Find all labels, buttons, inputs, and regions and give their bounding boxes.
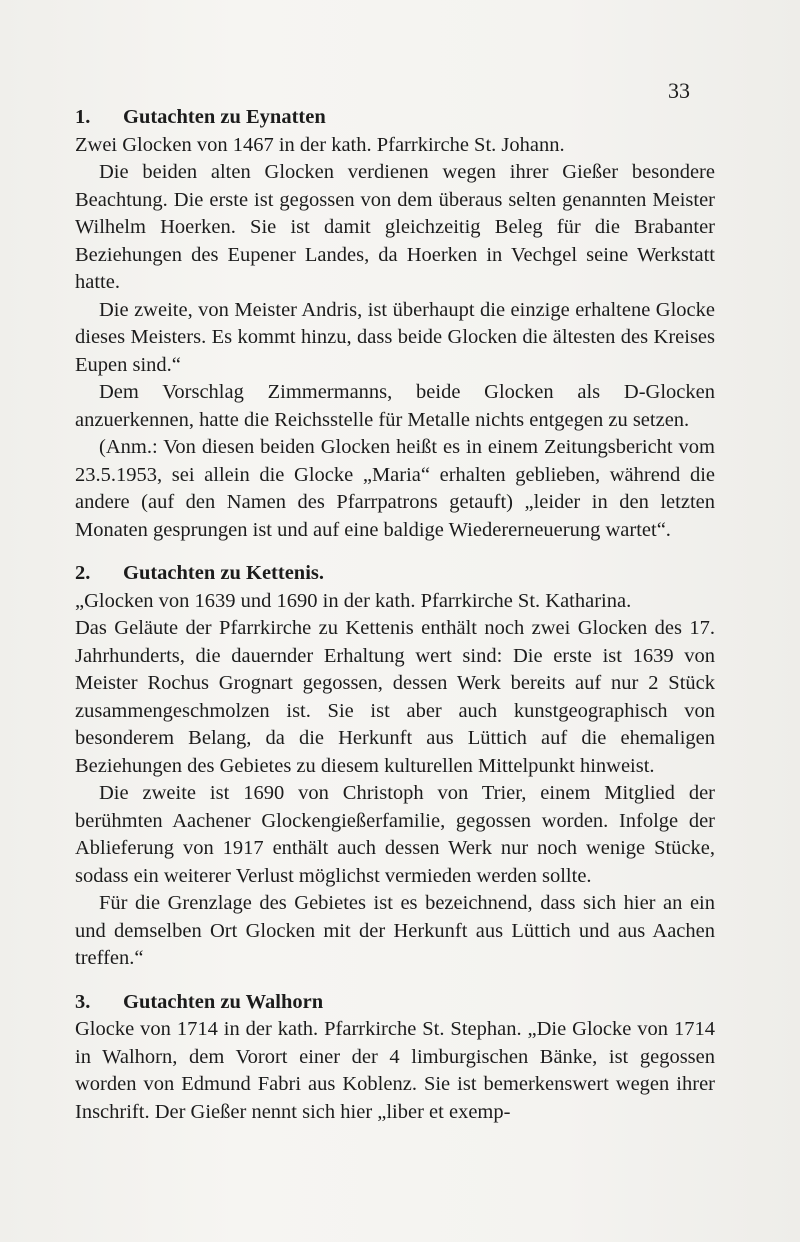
section-title: Gutachten zu Kettenis. [123,562,324,584]
paragraph: Die zweite ist 1690 von Christoph von Trier, einem Mitglied der berühmten Aachener Glockengießerfamilie, gegossen worden. Infolge der Ablieferung von 1917 enthält auch dessen Werk nur noch wenige Stücke, sodass ein weiterer Verlust möglichst vermieden werden sollte. [75,782,715,887]
paragraph: (Anm.: Von diesen beiden Glocken heißt es in einem Zeitungsbericht vom 23.5.1953, sei allein die Glocke „Maria“ erhalten geblieben, während die andere (auf den Namen des Pfarrpatrons getauft) „leider in den letzten Monaten gesprungen ist und auf eine baldige Wiedererneuerung wartet“. [75,436,715,541]
body-text [75,104,715,1126]
paragraph: Das Geläute der Pfarrkirche zu Kettenis enthält noch zwei Glocken des 17. Jahrhunderts, die dauernder Erhaltung wert sind: Die erste ist 1639 von Meister Rochus Grognart gegossen, dessen Werk bereits auf nur 2 Stück zusammengeschmolzen ist. Sie ist aber auch kunstgeographisch von besonderem Belang, da die Herkunft aus Lüttich auf die ehemaligen Beziehungen des Gebietes zu diesem kulturellen Mittelpunkt hinweist. [75,617,715,777]
section-number: 2. [75,562,91,584]
section-title: Gutachten zu Walhorn [123,990,324,1013]
section-title: Gutachten zu Eynatten [123,106,326,128]
section-number: 1. [75,106,91,128]
paragraph: Die beiden alten Glocken verdienen wegen ihrer Gießer besondere Beachtung. Die erste ist gegossen von dem überaus selten genannten Meister Wilhelm Hoerken. Sie ist damit gleichzeitig Beleg für die Brabanter Beziehungen des Eupener Landes, da Hoerken in Vechgel seine Werkstatt hatte. [75,161,715,293]
paragraph: Zwei Glocken von 1467 in der kath. Pfarrkirche St. Johann. [75,133,565,156]
section-heading-2 [75,560,715,588]
section-gap [75,973,715,989]
section-heading-1 [75,104,715,132]
paragraph: „Glocken von 1639 und 1690 in der kath. Pfarrkirche St. Katharina. [75,589,632,612]
section-gap [75,544,715,560]
page-number: 33 [668,78,690,103]
section-number: 3. [75,990,91,1013]
paragraph: Für die Grenzlage des Gebietes ist es bezeichnend, dass sich hier an ein und demselben Ort Glocken mit der Herkunft aus Lüttich und aus Aachen treffen.“ [75,892,715,969]
paragraph: Die zweite, von Meister Andris, ist überhaupt die einzige erhaltene Glocke dieses Meisters. Es kommt hinzu, dass beide Glocken die ältesten des Kreises Eupen sind.“ [75,298,715,376]
paragraph: Dem Vorschlag Zimmermanns, beide Glocken als D-Glocken anzuerkennen, hatte die Reichsstelle für Metalle nichts entgegen zu setzen. [75,381,715,431]
paragraph: Glocke von 1714 in der kath. Pfarrkirche St. Stephan. „Die Glocke von 1714 in Walhorn, dem Vorort einer der 4 limburgischen Bänke, ist gegossen worden von Edmund Fabri aus Koblenz. Sie ist bemerkenswert wegen ihrer Inschrift. Der Gießer nennt sich hier „liber et exemp- [75,1018,715,1123]
section-heading-3 [75,989,715,1017]
